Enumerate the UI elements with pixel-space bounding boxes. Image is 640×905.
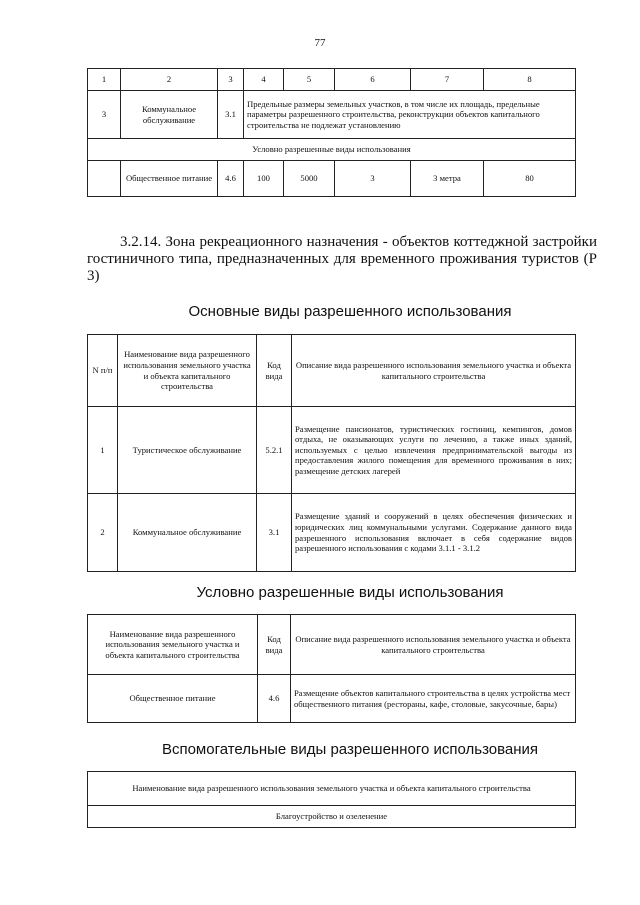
table-row bbox=[88, 806, 576, 828]
param-value: 3 bbox=[335, 161, 411, 197]
header-desc: Описание вида разрешенного использования земельного участка и объекта капитального строительства bbox=[292, 335, 576, 407]
use-code: 4.6 bbox=[218, 161, 244, 197]
header-row bbox=[88, 772, 576, 806]
row-number: 2 bbox=[88, 494, 118, 572]
use-description: Размещение зданий и сооружений в целях обеспечения физических и юридических лиц коммунальными услугами. Содержание данного вида разрешенного использования включает в себя содержание видов разрешенного использования с кодами 3.1.1 - 3.1.2 bbox=[292, 494, 576, 572]
section-row bbox=[88, 139, 576, 161]
use-name: Благоустройство и озеленение bbox=[88, 806, 576, 828]
column-number: 8 bbox=[484, 69, 576, 91]
use-description: Размещение пансионатов, туристических гостиниц, кемпингов, домов отдыха, не оказывающих услуги по лечению, а также иных зданий, используемых с целью извлечения предпринимательской выгоды из предоставления жилого помещения для временного проживания в них; размещение детских лагерей bbox=[292, 407, 576, 494]
parameters-note: Предельные размеры земельных участков, в том числе их площадь, предельные параметры разрешенного строительства, реконструкции объектов капитального строительства не подлежат установлению bbox=[244, 91, 576, 139]
section-label: Условно разрешенные виды использования bbox=[88, 139, 576, 161]
header-num: N п/п bbox=[88, 335, 118, 407]
table-row bbox=[88, 161, 576, 197]
use-code: 3.1 bbox=[257, 494, 292, 572]
column-number: 4 bbox=[244, 69, 284, 91]
use-name: Общественное питание bbox=[121, 161, 218, 197]
column-number: 1 bbox=[88, 69, 121, 91]
header-name: Наименование вида разрешенного использования земельного участка и объекта капитального строительства bbox=[88, 615, 258, 675]
header-name: Наименование вида разрешенного использования земельного участка и объекта капитального строительства bbox=[118, 335, 257, 407]
header-code: Код вида bbox=[257, 335, 292, 407]
use-name: Коммунальное обслуживание bbox=[118, 494, 257, 572]
table-row bbox=[88, 91, 576, 139]
continuation-table bbox=[87, 68, 576, 197]
use-code: 5.2.1 bbox=[257, 407, 292, 494]
table-row bbox=[88, 407, 576, 494]
column-number: 7 bbox=[411, 69, 484, 91]
param-value: 5000 bbox=[284, 161, 335, 197]
column-number: 5 bbox=[284, 69, 335, 91]
header-code: Код вида bbox=[258, 615, 291, 675]
use-name: Коммунальное обслуживание bbox=[121, 91, 218, 139]
param-value: 100 bbox=[244, 161, 284, 197]
use-code: 3.1 bbox=[218, 91, 244, 139]
row-number: 1 bbox=[88, 407, 118, 494]
header-desc: Описание вида разрешенного использования земельного участка и объекта капитального строительства bbox=[291, 615, 576, 675]
conditional-uses-table bbox=[87, 614, 576, 723]
section-title: 3.2.14. Зона рекреационного назначения - объектов коттеджной застройки гостиничного типа, предназначенных для временного проживания туристов (Р 3) bbox=[87, 234, 597, 284]
header-row bbox=[88, 335, 576, 407]
column-number: 2 bbox=[121, 69, 218, 91]
use-name: Общественное питание bbox=[88, 675, 258, 723]
header-name: Наименование вида разрешенного использования земельного участка и объекта капитального строительства bbox=[88, 772, 576, 806]
row-number bbox=[88, 161, 121, 197]
basic-uses-table bbox=[87, 334, 576, 572]
header-row bbox=[88, 615, 576, 675]
column-number: 6 bbox=[335, 69, 411, 91]
use-description: Размещение объектов капитального строительства в целях устройства мест общественного питания (рестораны, кафе, столовые, закусочные, бары) bbox=[291, 675, 576, 723]
table-row bbox=[88, 675, 576, 723]
param-value: 3 метра bbox=[411, 161, 484, 197]
auxiliary-uses-heading: Вспомогательные виды разрешенного использования bbox=[161, 741, 539, 758]
basic-uses-heading: Основные виды разрешенного использования bbox=[188, 303, 512, 320]
column-number: 3 bbox=[218, 69, 244, 91]
conditional-uses-heading: Условно разрешенные виды использования bbox=[196, 584, 504, 601]
use-code: 4.6 bbox=[258, 675, 291, 723]
page-number: 77 bbox=[314, 37, 326, 49]
row-number: 3 bbox=[88, 91, 121, 139]
auxiliary-uses-table bbox=[87, 771, 576, 828]
column-number-row bbox=[88, 69, 576, 91]
param-value: 80 bbox=[484, 161, 576, 197]
table-row bbox=[88, 494, 576, 572]
use-name: Туристическое обслуживание bbox=[118, 407, 257, 494]
